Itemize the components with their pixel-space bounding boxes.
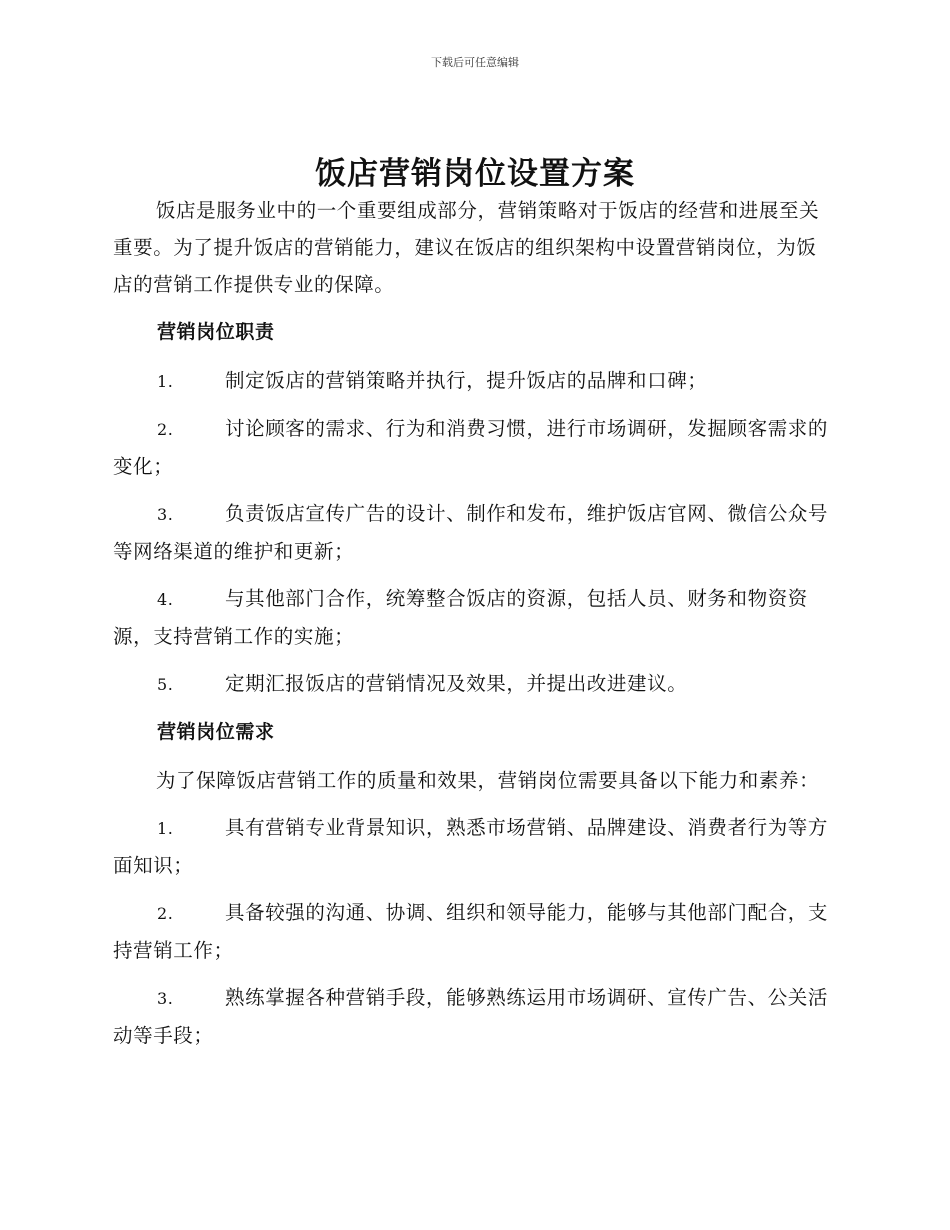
list-item-number: 5. xyxy=(157,675,174,694)
list-item-number: 4. xyxy=(157,590,174,609)
list-item xyxy=(113,362,835,400)
document-title: 饭店营销岗位设置方案 xyxy=(315,156,635,192)
list-item xyxy=(113,495,835,570)
list-item-number: 1. xyxy=(157,372,174,391)
list-item xyxy=(113,894,835,969)
header-note: 下载后可任意编辑 xyxy=(431,56,519,69)
section-heading-duties: 营销岗位职责 xyxy=(157,321,275,343)
intro-paragraph: 饭店是服务业中的一个重要组成部分，营销策略对于饭店的经营和进展至关重要。为了提升饭店的营销能力，建议在饭店的组织架构中设置营销岗位，为饭店的营销工作提供专业的保障。 xyxy=(113,199,820,296)
list-item xyxy=(113,979,835,1054)
section-heading-requirements: 营销岗位需求 xyxy=(157,721,275,743)
list-item-text: 具备较强的沟通、协调、组织和领导能力，能够与其他部门配合，支持营销工作； xyxy=(113,901,829,962)
list-item-text: 定期汇报饭店的营销情况及效果，并提出改进建议。 xyxy=(225,672,688,695)
list-item xyxy=(113,665,835,703)
list-item-number: 2. xyxy=(157,420,174,439)
list-item-text: 制定饭店的营销策略并执行，提升饭店的品牌和口碑； xyxy=(225,369,708,392)
document-body xyxy=(113,192,835,1064)
list-item xyxy=(113,809,835,884)
requirements-intro: 为了保障饭店营销工作的质量和效果，营销岗位需要具备以下能力和素养： xyxy=(155,769,820,792)
list-item-number: 2. xyxy=(157,904,174,923)
list-item xyxy=(113,410,835,485)
list-item-text: 熟练掌握各种营销手段，能够熟练运用市场调研、宣传广告、公关活动等手段； xyxy=(113,986,829,1047)
list-item-text: 负责饭店宣传广告的设计、制作和发布，维护饭店官网、微信公众号等网络渠道的维护和更新； xyxy=(113,502,829,563)
list-item-number: 3. xyxy=(157,505,174,524)
list-item-number: 3. xyxy=(157,989,174,1008)
list-item-text: 具有营销专业背景知识，熟悉市场营销、品牌建设、消费者行为等方面知识； xyxy=(113,816,829,877)
list-item-text: 与其他部门合作，统筹整合饭店的资源，包括人员、财务和物资资源，支持营销工作的实施； xyxy=(113,587,808,648)
list-item-number: 1. xyxy=(157,819,174,838)
list-item xyxy=(113,580,835,655)
list-item-text: 讨论顾客的需求、行为和消费习惯，进行市场调研，发掘顾客需求的变化； xyxy=(113,417,829,478)
